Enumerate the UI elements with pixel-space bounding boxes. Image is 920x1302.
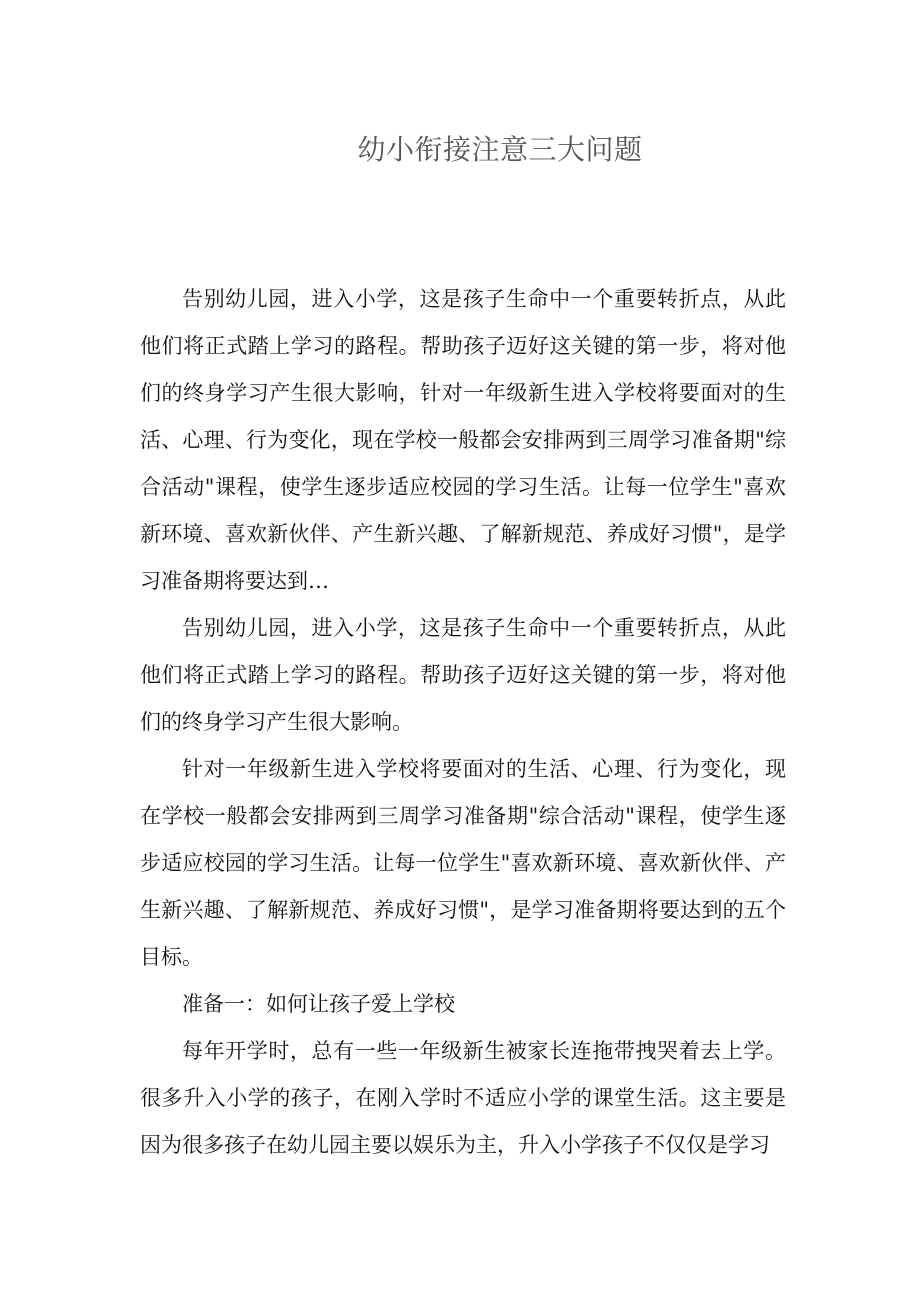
paragraph-intro-summary: 告别幼儿园，进入小学，这是孩子生命中一个重要转折点，从此他们将正式踏上学习的路程。帮助孩子迈好这关键的第一步，将对他们的终身学习产生很大影响，针对一年级新生进入学校将要面对的生活、心理、行为变化，现在学校一般都会安排两到三周学习准备期"综合活动"课程，使学生逐步适应校园的学习生活。让每一位学生"喜欢新环境、喜欢新伙伴、产生新兴趣、了解新规范、养成好习惯"，是学习准备期将要达到… [140,287,786,593]
section-heading-prep-one: 准备一：如何让孩子爱上学校 [182,992,455,1016]
paragraph-school-start: 每年开学时，总有一些一年级新生被家长连拖带拽哭着去上学。很多升入小学的孩子，在刚入学时不适应小学的课堂生活。这主要是因为很多孩子在幼儿园主要以娱乐为主，升入小学孩子不仅仅是学习 [140,1039,786,1157]
paragraph-transition: 告别幼儿园，进入小学，这是孩子生命中一个重要转折点，从此他们将正式踏上学习的路程。帮助孩子迈好这关键的第一步，将对他们的终身学习产生很大影响。 [140,616,786,734]
paragraph-preparation-period: 针对一年级新生进入学校将要面对的生活、心理、行为变化，现在学校一般都会安排两到三周学习准备期"综合活动"课程，使学生逐步适应校园的学习生活。让每一位学生"喜欢新环境、喜欢新伙伴、产生新兴趣、了解新规范、养成好习惯"，是学习准备期将要达到的五个目标。 [140,757,786,969]
document-title: 幼小衔接注意三大问题 [357,133,643,166]
document-body [140,276,786,1169]
